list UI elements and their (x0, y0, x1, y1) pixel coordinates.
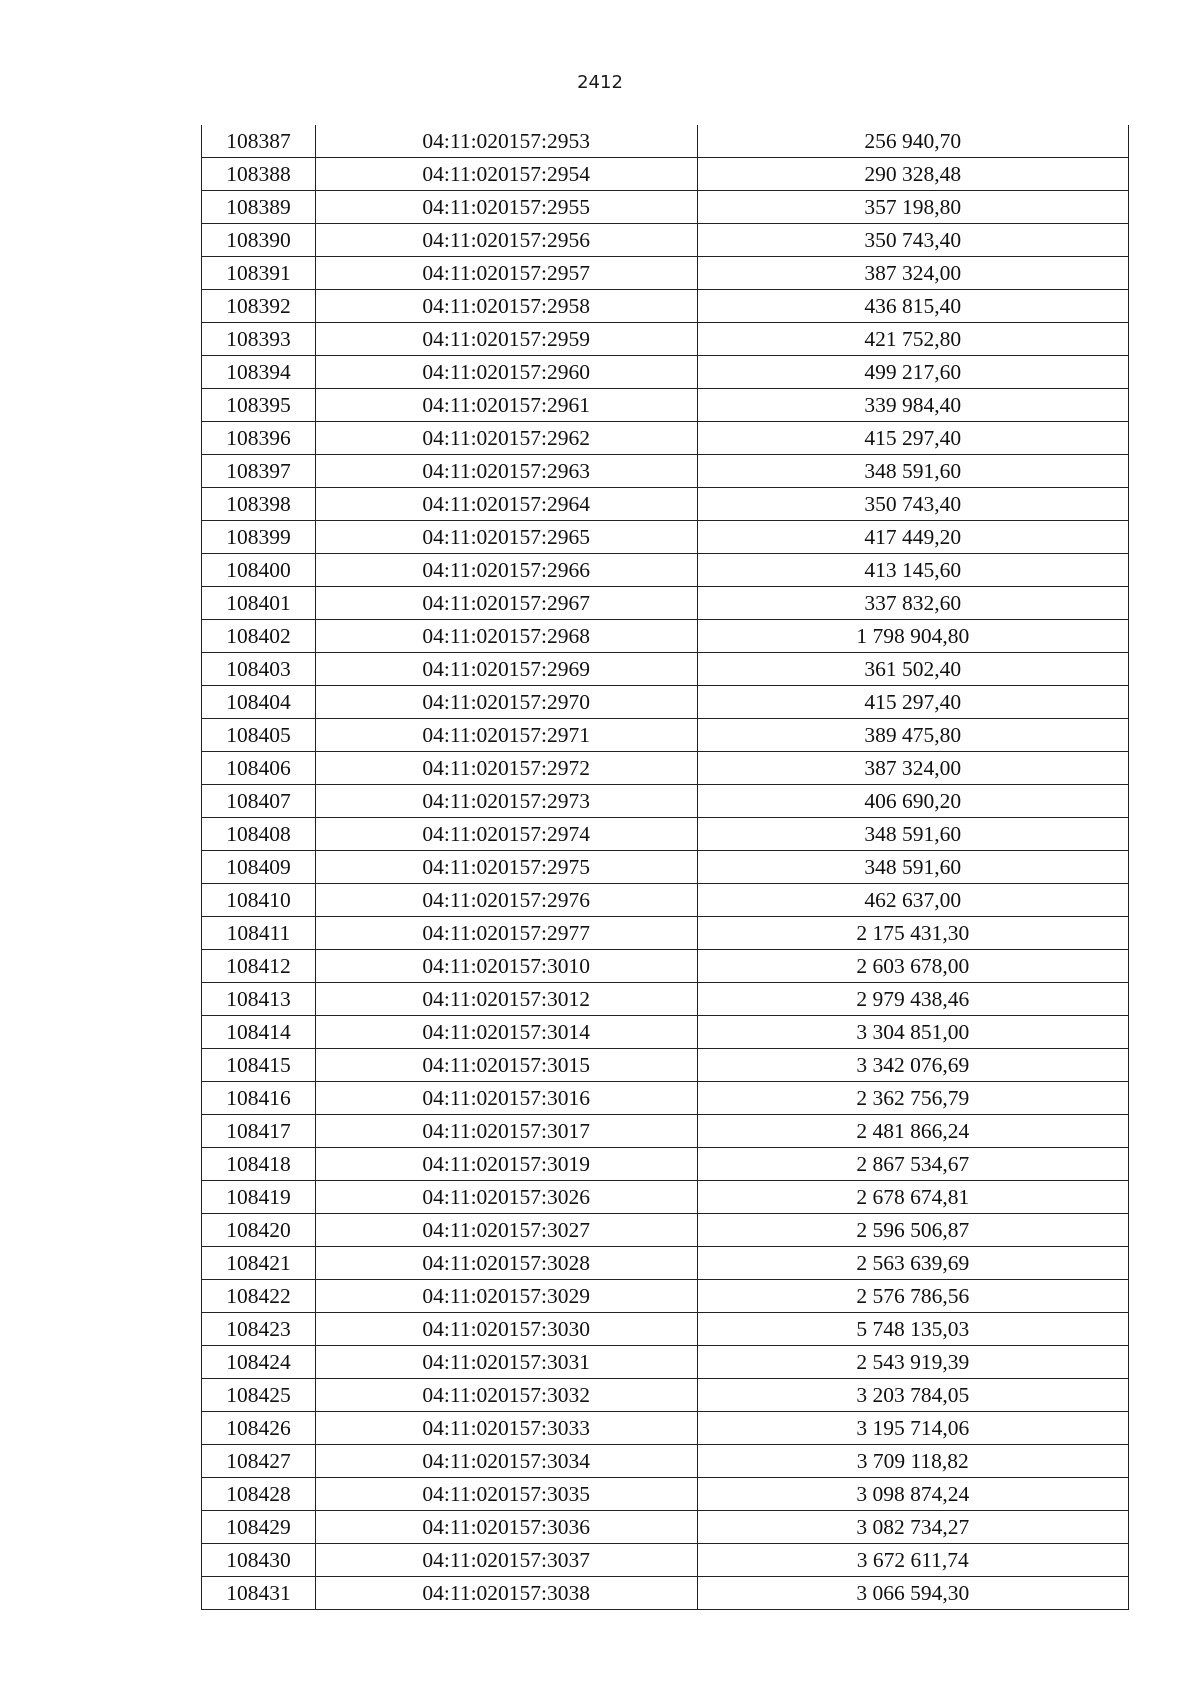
cadastral-number-cell: 04:11:020157:2976 (315, 884, 697, 917)
cadastral-number-cell: 04:11:020157:2961 (315, 389, 697, 422)
row-number-cell: 108427 (202, 1445, 316, 1478)
row-number-cell: 108389 (202, 191, 316, 224)
cadastral-value-cell: 406 690,20 (697, 785, 1128, 818)
cadastral-number-cell: 04:11:020157:2957 (315, 257, 697, 290)
table-row (202, 1379, 1129, 1412)
row-number-cell: 108406 (202, 752, 316, 785)
cadastral-value-cell: 387 324,00 (697, 257, 1128, 290)
cadastral-number-cell: 04:11:020157:2956 (315, 224, 697, 257)
row-number-cell: 108397 (202, 455, 316, 488)
table-row (202, 1181, 1129, 1214)
table-row (202, 1115, 1129, 1148)
table-row (202, 1412, 1129, 1445)
cadastral-value-cell: 348 591,60 (697, 455, 1128, 488)
cadastral-value-cell: 2 543 919,39 (697, 1346, 1128, 1379)
row-number-cell: 108411 (202, 917, 316, 950)
table-row (202, 356, 1129, 389)
cadastral-value-cell: 3 342 076,69 (697, 1049, 1128, 1082)
table-row (202, 422, 1129, 455)
row-number-cell: 108388 (202, 158, 316, 191)
cadastral-value-cell: 361 502,40 (697, 653, 1128, 686)
page-number: 2412 (577, 72, 623, 93)
table-row (202, 257, 1129, 290)
table-row (202, 224, 1129, 257)
table-row (202, 488, 1129, 521)
cadastral-value-cell: 415 297,40 (697, 422, 1128, 455)
cadastral-number-cell: 04:11:020157:2977 (315, 917, 697, 950)
row-number-cell: 108404 (202, 686, 316, 719)
cadastral-number-cell: 04:11:020157:2967 (315, 587, 697, 620)
cadastral-value-cell: 3 066 594,30 (697, 1577, 1128, 1610)
cadastral-value-cell: 2 867 534,67 (697, 1148, 1128, 1181)
cadastral-number-cell: 04:11:020157:3033 (315, 1412, 697, 1445)
table-row (202, 1247, 1129, 1280)
cadastral-value-cell: 5 748 135,03 (697, 1313, 1128, 1346)
row-number-cell: 108387 (202, 125, 316, 158)
cadastral-number-cell: 04:11:020157:3032 (315, 1379, 697, 1412)
row-number-cell: 108417 (202, 1115, 316, 1148)
cadastral-value-cell: 3 203 784,05 (697, 1379, 1128, 1412)
table-row (202, 158, 1129, 191)
cadastral-number-cell: 04:11:020157:2974 (315, 818, 697, 851)
cadastral-number-cell: 04:11:020157:3036 (315, 1511, 697, 1544)
cadastral-number-cell: 04:11:020157:2969 (315, 653, 697, 686)
row-number-cell: 108401 (202, 587, 316, 620)
cadastral-number-cell: 04:11:020157:2971 (315, 719, 697, 752)
row-number-cell: 108428 (202, 1478, 316, 1511)
table-row (202, 719, 1129, 752)
row-number-cell: 108430 (202, 1544, 316, 1577)
cadastral-value-cell: 2 362 756,79 (697, 1082, 1128, 1115)
cadastral-number-cell: 04:11:020157:3017 (315, 1115, 697, 1148)
row-number-cell: 108394 (202, 356, 316, 389)
cadastral-value-cell: 2 576 786,56 (697, 1280, 1128, 1313)
cadastral-value-cell: 348 591,60 (697, 818, 1128, 851)
table-row (202, 290, 1129, 323)
table-row (202, 752, 1129, 785)
cadastral-number-cell: 04:11:020157:3026 (315, 1181, 697, 1214)
cadastral-number-cell: 04:11:020157:2966 (315, 554, 697, 587)
table-row (202, 323, 1129, 356)
cadastral-value-cell: 2 481 866,24 (697, 1115, 1128, 1148)
row-number-cell: 108392 (202, 290, 316, 323)
cadastral-number-cell: 04:11:020157:2953 (315, 125, 697, 158)
row-number-cell: 108420 (202, 1214, 316, 1247)
cadastral-number-cell: 04:11:020157:2965 (315, 521, 697, 554)
cadastral-value-cell: 417 449,20 (697, 521, 1128, 554)
table-row (202, 1280, 1129, 1313)
row-number-cell: 108396 (202, 422, 316, 455)
row-number-cell: 108416 (202, 1082, 316, 1115)
cadastral-number-cell: 04:11:020157:3031 (315, 1346, 697, 1379)
cadastral-number-cell: 04:11:020157:3034 (315, 1445, 697, 1478)
cadastral-number-cell: 04:11:020157:2968 (315, 620, 697, 653)
cadastral-number-cell: 04:11:020157:3016 (315, 1082, 697, 1115)
row-number-cell: 108413 (202, 983, 316, 1016)
row-number-cell: 108424 (202, 1346, 316, 1379)
row-number-cell: 108414 (202, 1016, 316, 1049)
cadastral-value-cell: 462 637,00 (697, 884, 1128, 917)
cadastral-number-cell: 04:11:020157:2964 (315, 488, 697, 521)
cadastral-number-cell: 04:11:020157:3015 (315, 1049, 697, 1082)
row-number-cell: 108418 (202, 1148, 316, 1181)
cadastral-number-cell: 04:11:020157:2959 (315, 323, 697, 356)
cadastral-value-cell: 2 678 674,81 (697, 1181, 1128, 1214)
cadastral-value-cell: 2 979 438,46 (697, 983, 1128, 1016)
cadastral-number-cell: 04:11:020157:2958 (315, 290, 697, 323)
cadastral-number-cell: 04:11:020157:3014 (315, 1016, 697, 1049)
cadastral-number-cell: 04:11:020157:3030 (315, 1313, 697, 1346)
row-number-cell: 108398 (202, 488, 316, 521)
cadastral-number-cell: 04:11:020157:3010 (315, 950, 697, 983)
cadastral-value-cell: 348 591,60 (697, 851, 1128, 884)
cadastral-value-cell: 337 832,60 (697, 587, 1128, 620)
cadastral-number-cell: 04:11:020157:2975 (315, 851, 697, 884)
cadastral-value-cell: 2 596 506,87 (697, 1214, 1128, 1247)
table-row (202, 1511, 1129, 1544)
row-number-cell: 108405 (202, 719, 316, 752)
cadastral-number-cell: 04:11:020157:2972 (315, 752, 697, 785)
row-number-cell: 108391 (202, 257, 316, 290)
table-row (202, 785, 1129, 818)
table-row (202, 1082, 1129, 1115)
table-body (202, 125, 1129, 1610)
row-number-cell: 108390 (202, 224, 316, 257)
cadastral-value-cell: 413 145,60 (697, 554, 1128, 587)
row-number-cell: 108431 (202, 1577, 316, 1610)
cadastral-number-cell: 04:11:020157:3028 (315, 1247, 697, 1280)
table-row (202, 1313, 1129, 1346)
row-number-cell: 108425 (202, 1379, 316, 1412)
row-number-cell: 108402 (202, 620, 316, 653)
table-row (202, 1346, 1129, 1379)
row-number-cell: 108395 (202, 389, 316, 422)
table-row (202, 620, 1129, 653)
cadastral-number-cell: 04:11:020157:2960 (315, 356, 697, 389)
cadastral-value-cell: 499 217,60 (697, 356, 1128, 389)
table-row (202, 191, 1129, 224)
row-number-cell: 108410 (202, 884, 316, 917)
row-number-cell: 108400 (202, 554, 316, 587)
table-row (202, 1577, 1129, 1610)
row-number-cell: 108429 (202, 1511, 316, 1544)
table-row (202, 950, 1129, 983)
cadastral-number-cell: 04:11:020157:3019 (315, 1148, 697, 1181)
cadastral-number-cell: 04:11:020157:2963 (315, 455, 697, 488)
cadastral-number-cell: 04:11:020157:2970 (315, 686, 697, 719)
cadastral-value-table (201, 125, 1129, 1610)
cadastral-value-cell: 2 175 431,30 (697, 917, 1128, 950)
table-row (202, 521, 1129, 554)
row-number-cell: 108408 (202, 818, 316, 851)
cadastral-value-cell: 3 195 714,06 (697, 1412, 1128, 1445)
cadastral-number-cell: 04:11:020157:3012 (315, 983, 697, 1016)
row-number-cell: 108407 (202, 785, 316, 818)
table-row (202, 1544, 1129, 1577)
cadastral-number-cell: 04:11:020157:3038 (315, 1577, 697, 1610)
row-number-cell: 108393 (202, 323, 316, 356)
cadastral-value-cell: 290 328,48 (697, 158, 1128, 191)
row-number-cell: 108403 (202, 653, 316, 686)
table-row (202, 389, 1129, 422)
cadastral-number-cell: 04:11:020157:3037 (315, 1544, 697, 1577)
cadastral-value-cell: 3 672 611,74 (697, 1544, 1128, 1577)
cadastral-number-cell: 04:11:020157:3035 (315, 1478, 697, 1511)
table-row (202, 653, 1129, 686)
cadastral-value-cell: 357 198,80 (697, 191, 1128, 224)
table-row (202, 983, 1129, 1016)
cadastral-value-cell: 339 984,40 (697, 389, 1128, 422)
cadastral-value-cell: 3 082 734,27 (697, 1511, 1128, 1544)
table-row (202, 1016, 1129, 1049)
cadastral-value-cell: 2 563 639,69 (697, 1247, 1128, 1280)
table-row (202, 125, 1129, 158)
cadastral-number-cell: 04:11:020157:2954 (315, 158, 697, 191)
cadastral-number-cell: 04:11:020157:2962 (315, 422, 697, 455)
table-row (202, 884, 1129, 917)
table-row (202, 818, 1129, 851)
row-number-cell: 108399 (202, 521, 316, 554)
cadastral-value-cell: 389 475,80 (697, 719, 1128, 752)
cadastral-value-cell: 1 798 904,80 (697, 620, 1128, 653)
cadastral-number-cell: 04:11:020157:3029 (315, 1280, 697, 1313)
cadastral-value-cell: 3 709 118,82 (697, 1445, 1128, 1478)
row-number-cell: 108419 (202, 1181, 316, 1214)
table-row (202, 1148, 1129, 1181)
cadastral-value-cell: 3 098 874,24 (697, 1478, 1128, 1511)
cadastral-value-cell: 350 743,40 (697, 488, 1128, 521)
cadastral-number-cell: 04:11:020157:3027 (315, 1214, 697, 1247)
table-row (202, 1214, 1129, 1247)
cadastral-number-cell: 04:11:020157:2955 (315, 191, 697, 224)
table-row (202, 851, 1129, 884)
table-row (202, 686, 1129, 719)
cadastral-value-cell: 256 940,70 (697, 125, 1128, 158)
cadastral-value-cell: 3 304 851,00 (697, 1016, 1128, 1049)
cadastral-value-cell: 350 743,40 (697, 224, 1128, 257)
row-number-cell: 108422 (202, 1280, 316, 1313)
cadastral-value-cell: 436 815,40 (697, 290, 1128, 323)
row-number-cell: 108412 (202, 950, 316, 983)
row-number-cell: 108415 (202, 1049, 316, 1082)
table-row (202, 1445, 1129, 1478)
cadastral-value-cell: 421 752,80 (697, 323, 1128, 356)
row-number-cell: 108423 (202, 1313, 316, 1346)
cadastral-value-cell: 415 297,40 (697, 686, 1128, 719)
row-number-cell: 108409 (202, 851, 316, 884)
cadastral-number-cell: 04:11:020157:2973 (315, 785, 697, 818)
table-row (202, 455, 1129, 488)
row-number-cell: 108426 (202, 1412, 316, 1445)
table-row (202, 917, 1129, 950)
cadastral-value-cell: 2 603 678,00 (697, 950, 1128, 983)
cadastral-value-cell: 387 324,00 (697, 752, 1128, 785)
table-row (202, 1478, 1129, 1511)
row-number-cell: 108421 (202, 1247, 316, 1280)
table-row (202, 1049, 1129, 1082)
table-row (202, 587, 1129, 620)
table-row (202, 554, 1129, 587)
